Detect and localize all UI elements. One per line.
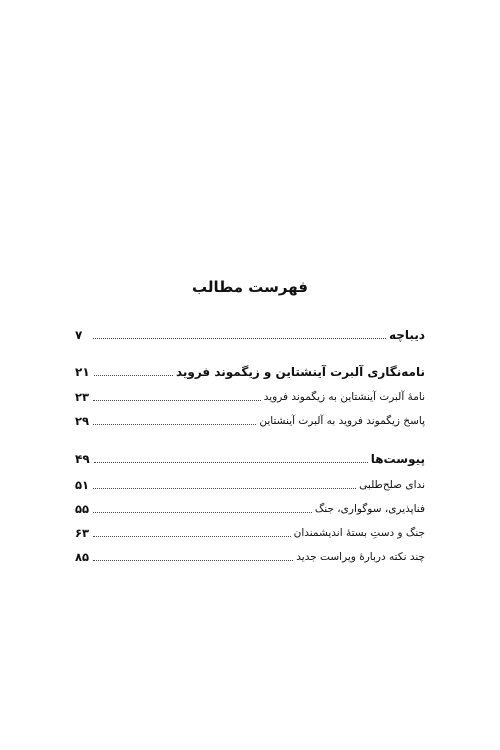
- toc-entry-label: فناپذیری، سوگواری، جنگ: [314, 503, 425, 515]
- toc-entry-preface: [75, 325, 425, 343]
- leader-dots: [93, 536, 291, 537]
- toc-entry-page: ۴۹: [75, 452, 90, 466]
- toc-entry-page: ۵۵: [75, 502, 90, 516]
- toc-entry-page: ۲۱: [75, 365, 90, 379]
- leader-dots: [93, 338, 386, 339]
- toc-entry-label: ندای صلح‌طلبی: [359, 479, 425, 491]
- toc-entry-page: ۸۵: [75, 550, 90, 564]
- toc-entry-page: ۶۳: [75, 526, 90, 540]
- toc-entry-label: پاسخ زیگموند فروید به آلبرت آینشتاین: [259, 415, 425, 427]
- toc-entry-correspondence: [75, 362, 425, 380]
- toc-entry-page: ۵۱: [75, 478, 90, 492]
- toc-entry-einstein-letter: [75, 387, 425, 405]
- toc-entry-page: ۷: [75, 328, 83, 342]
- toc-entry-war-thinkers: [75, 523, 425, 541]
- leader-dots: [93, 488, 356, 489]
- toc-entry-new-edition-notes: [75, 547, 425, 565]
- leader-dots: [94, 462, 368, 463]
- toc-entry-appendices: [75, 449, 425, 467]
- toc-entry-freud-reply: [75, 411, 425, 429]
- toc-entry-label: پیوست‌ها: [370, 452, 425, 466]
- toc-entry-label: جنگ و دستِ بستهٔ اندیشمندان: [293, 527, 425, 539]
- leader-dots: [93, 424, 256, 425]
- leader-dots: [93, 560, 293, 561]
- toc-entry-label: نامه‌نگاری آلبرت آینشتاین و زیگموند فروید: [175, 365, 425, 379]
- toc-entry-page: ۲۹: [75, 414, 90, 428]
- leader-dots: [94, 375, 173, 376]
- toc-entry-label: چند نکته دربارهٔ ویراست جدید: [296, 551, 425, 563]
- toc-entry-label: نامهٔ آلبرت آینشتاین به زیگموند فروید: [263, 391, 425, 403]
- leader-dots: [93, 400, 261, 401]
- toc-entry-pacifism-call: [75, 475, 425, 493]
- toc-title: فهرست مطالب: [192, 278, 308, 296]
- toc-entry-transience: [75, 499, 425, 517]
- toc-entry-label: دیباچه: [389, 328, 425, 342]
- leader-dots: [93, 512, 312, 513]
- toc-entry-page: ۲۳: [75, 390, 90, 404]
